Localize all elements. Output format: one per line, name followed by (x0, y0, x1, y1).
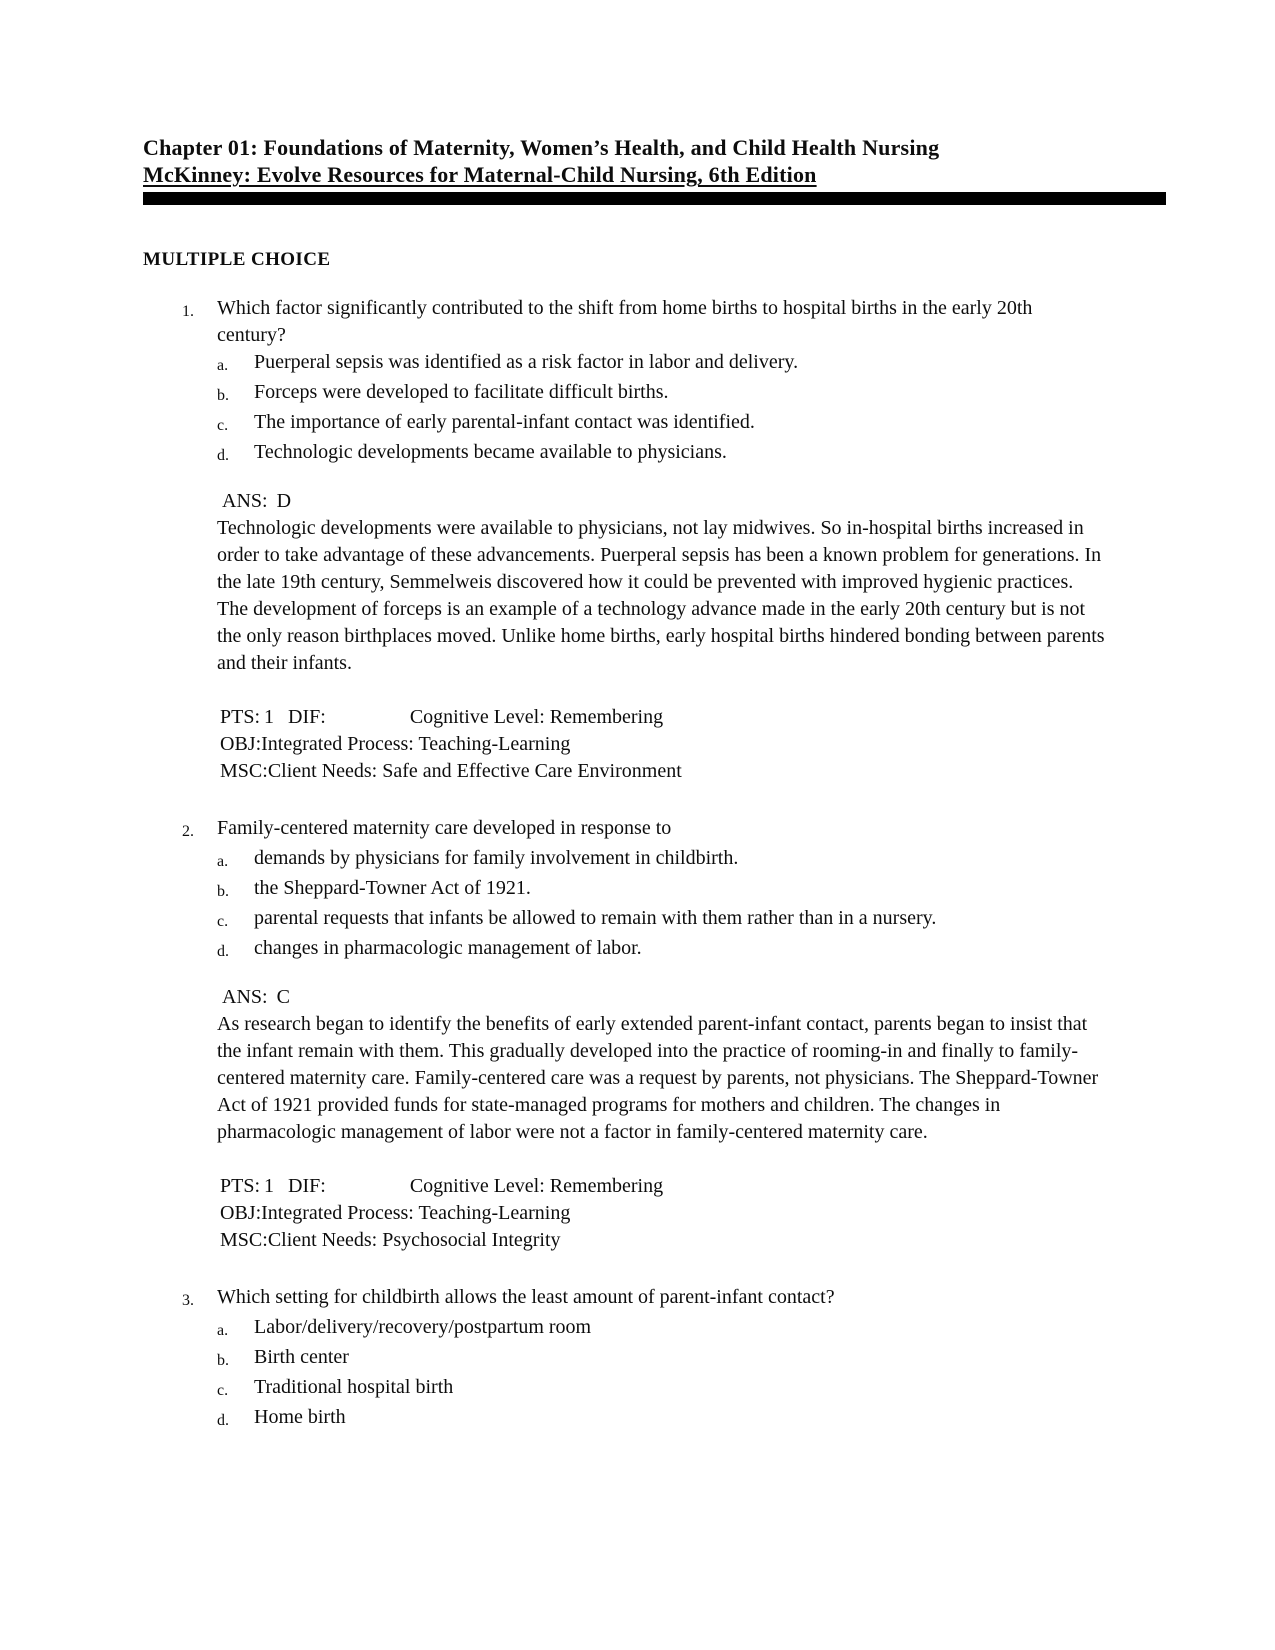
question-2-metadata (220, 1173, 1166, 1254)
option-letter: a. (217, 853, 229, 870)
meta-line-pts-dif (220, 704, 1166, 731)
question-1-stem-row (143, 295, 1166, 349)
question-3-option-d (217, 1404, 1166, 1434)
option-text: The importance of early parental-infant contact was identified. (254, 411, 755, 433)
msc-value: Client Needs: Psychosocial Integrity (267, 1229, 561, 1251)
section-heading: MULTIPLE CHOICE (143, 249, 331, 270)
option-letter: b. (217, 883, 229, 900)
question-3-number: 3. (182, 1292, 194, 1309)
option-text: Home birth (254, 1406, 346, 1428)
msc-value: Client Needs: Safe and Effective Care Environment (267, 760, 682, 782)
question-1 (143, 295, 1166, 785)
answer-label: ANS: (222, 986, 268, 1008)
question-3-stem-row (143, 1284, 1166, 1314)
dif-value: Cognitive Level: Remembering (409, 706, 664, 728)
msc-label: MSC: (220, 760, 268, 782)
option-letter: b. (217, 387, 229, 404)
obj-label: OBJ: (220, 1202, 262, 1224)
question-1-rationale: Technologic developments were available to physicians, not lay midwives. So in-hospital births increased in order to take advantage of these advancements. Puerperal sepsis has been a known problem for generations. In the late 19th century, Semmelweis discovered how it could be prevented with improved hygienic practices. The development of forceps is an example of a technology advance made in the early 20th century but is not the only reason birthplaces moved. Unlike home births, early hospital births hindered bonding between parents and their infants. (217, 517, 1105, 674)
option-text: the Sheppard-Towner Act of 1921. (254, 877, 531, 899)
question-1-option-d (217, 439, 1166, 469)
dif-label: DIF: (288, 706, 326, 728)
pts-label: PTS: (220, 1175, 261, 1197)
option-letter: c. (217, 913, 229, 930)
question-3-option-c (217, 1374, 1166, 1404)
question-3 (143, 1284, 1166, 1434)
question-1-stem: Which factor significantly contributed to the shift from home births to hospital births in the early 20th century? (217, 297, 1033, 346)
option-text: changes in pharmacologic management of labor. (254, 937, 642, 959)
option-text: Birth center (254, 1346, 349, 1368)
question-3-option-a (217, 1314, 1166, 1344)
question-2-stem: Family-centered maternity care developed in response to (217, 817, 672, 839)
question-2-option-b (217, 875, 1166, 905)
option-text: demands by physicians for family involvement in childbirth. (254, 847, 739, 869)
option-letter: d. (217, 1412, 229, 1429)
meta-line-msc (220, 1227, 1166, 1254)
pts-value: 1 (264, 706, 275, 728)
option-letter: c. (217, 417, 229, 434)
obj-value: Integrated Process: Teaching-Learning (261, 1202, 571, 1224)
option-letter: a. (217, 1322, 229, 1339)
obj-value: Integrated Process: Teaching-Learning (261, 733, 571, 755)
option-letter: d. (217, 943, 229, 960)
option-text: Technologic developments became available to physicians. (254, 441, 727, 463)
document-title (143, 134, 1166, 188)
title-divider-bar (143, 192, 1166, 205)
question-3-stem: Which setting for childbirth allows the least amount of parent-infant contact? (217, 1286, 835, 1308)
meta-line-pts-dif (220, 1173, 1166, 1200)
msc-label: MSC: (220, 1229, 268, 1251)
meta-line-msc (220, 758, 1166, 785)
question-2-number: 2. (182, 823, 194, 840)
pts-value: 1 (264, 1175, 275, 1197)
question-2-rationale: As research began to identify the benefits of early extended parent-infant contact, parents began to insist that the infant remain with them. This gradually developed into the practice of rooming-in and finally to family-centered maternity care. Family-centered care was a request by parents, not physicians. The Sheppard-Towner Act of 1921 provided funds for state-managed programs for mothers and children. The changes in pharmacologic management of labor were not a factor in family-centered maternity care. (217, 1013, 1099, 1143)
question-list (143, 295, 1166, 1434)
answer-value: D (276, 490, 292, 512)
option-text: Labor/delivery/recovery/postpartum room (254, 1316, 592, 1338)
question-2-stem-row (143, 815, 1166, 845)
question-2 (143, 815, 1166, 1254)
question-1-number: 1. (182, 303, 194, 320)
question-2-option-c (217, 905, 1166, 935)
meta-line-obj (220, 1200, 1166, 1227)
option-letter: c. (217, 1382, 229, 1399)
pts-label: PTS: (220, 706, 261, 728)
question-1-option-c (217, 409, 1166, 439)
document-subtitle-text: McKinney: Evolve Resources for Maternal-Child Nursing, 6th Edition (143, 162, 817, 187)
question-1-metadata (220, 704, 1166, 785)
document-title-line-1: Chapter 01: Foundations of Maternity, Women’s Health, and Child Health Nursing (143, 135, 940, 160)
question-1-option-b (217, 379, 1166, 409)
question-1-option-a (217, 349, 1166, 379)
document-title-line-2 (143, 161, 1166, 188)
question-1-answer-line (222, 488, 1166, 515)
dif-label: DIF: (288, 1175, 326, 1197)
obj-label: OBJ: (220, 733, 262, 755)
answer-label: ANS: (222, 490, 268, 512)
option-letter: a. (217, 357, 229, 374)
question-2-option-d (217, 935, 1166, 965)
option-text: parental requests that infants be allowed to remain with them rather than in a nursery. (254, 907, 937, 929)
document-content (143, 134, 1166, 1464)
option-letter: d. (217, 447, 229, 464)
question-2-option-a (217, 845, 1166, 875)
meta-line-obj (220, 731, 1166, 758)
dif-value: Cognitive Level: Remembering (409, 1175, 664, 1197)
question-2-answer-line (222, 984, 1166, 1011)
answer-value: C (276, 986, 290, 1008)
option-text: Traditional hospital birth (254, 1376, 454, 1398)
option-text: Forceps were developed to facilitate difficult births. (254, 381, 669, 403)
question-3-option-b (217, 1344, 1166, 1374)
option-text: Puerperal sepsis was identified as a risk factor in labor and delivery. (254, 351, 799, 373)
option-letter: b. (217, 1352, 229, 1369)
